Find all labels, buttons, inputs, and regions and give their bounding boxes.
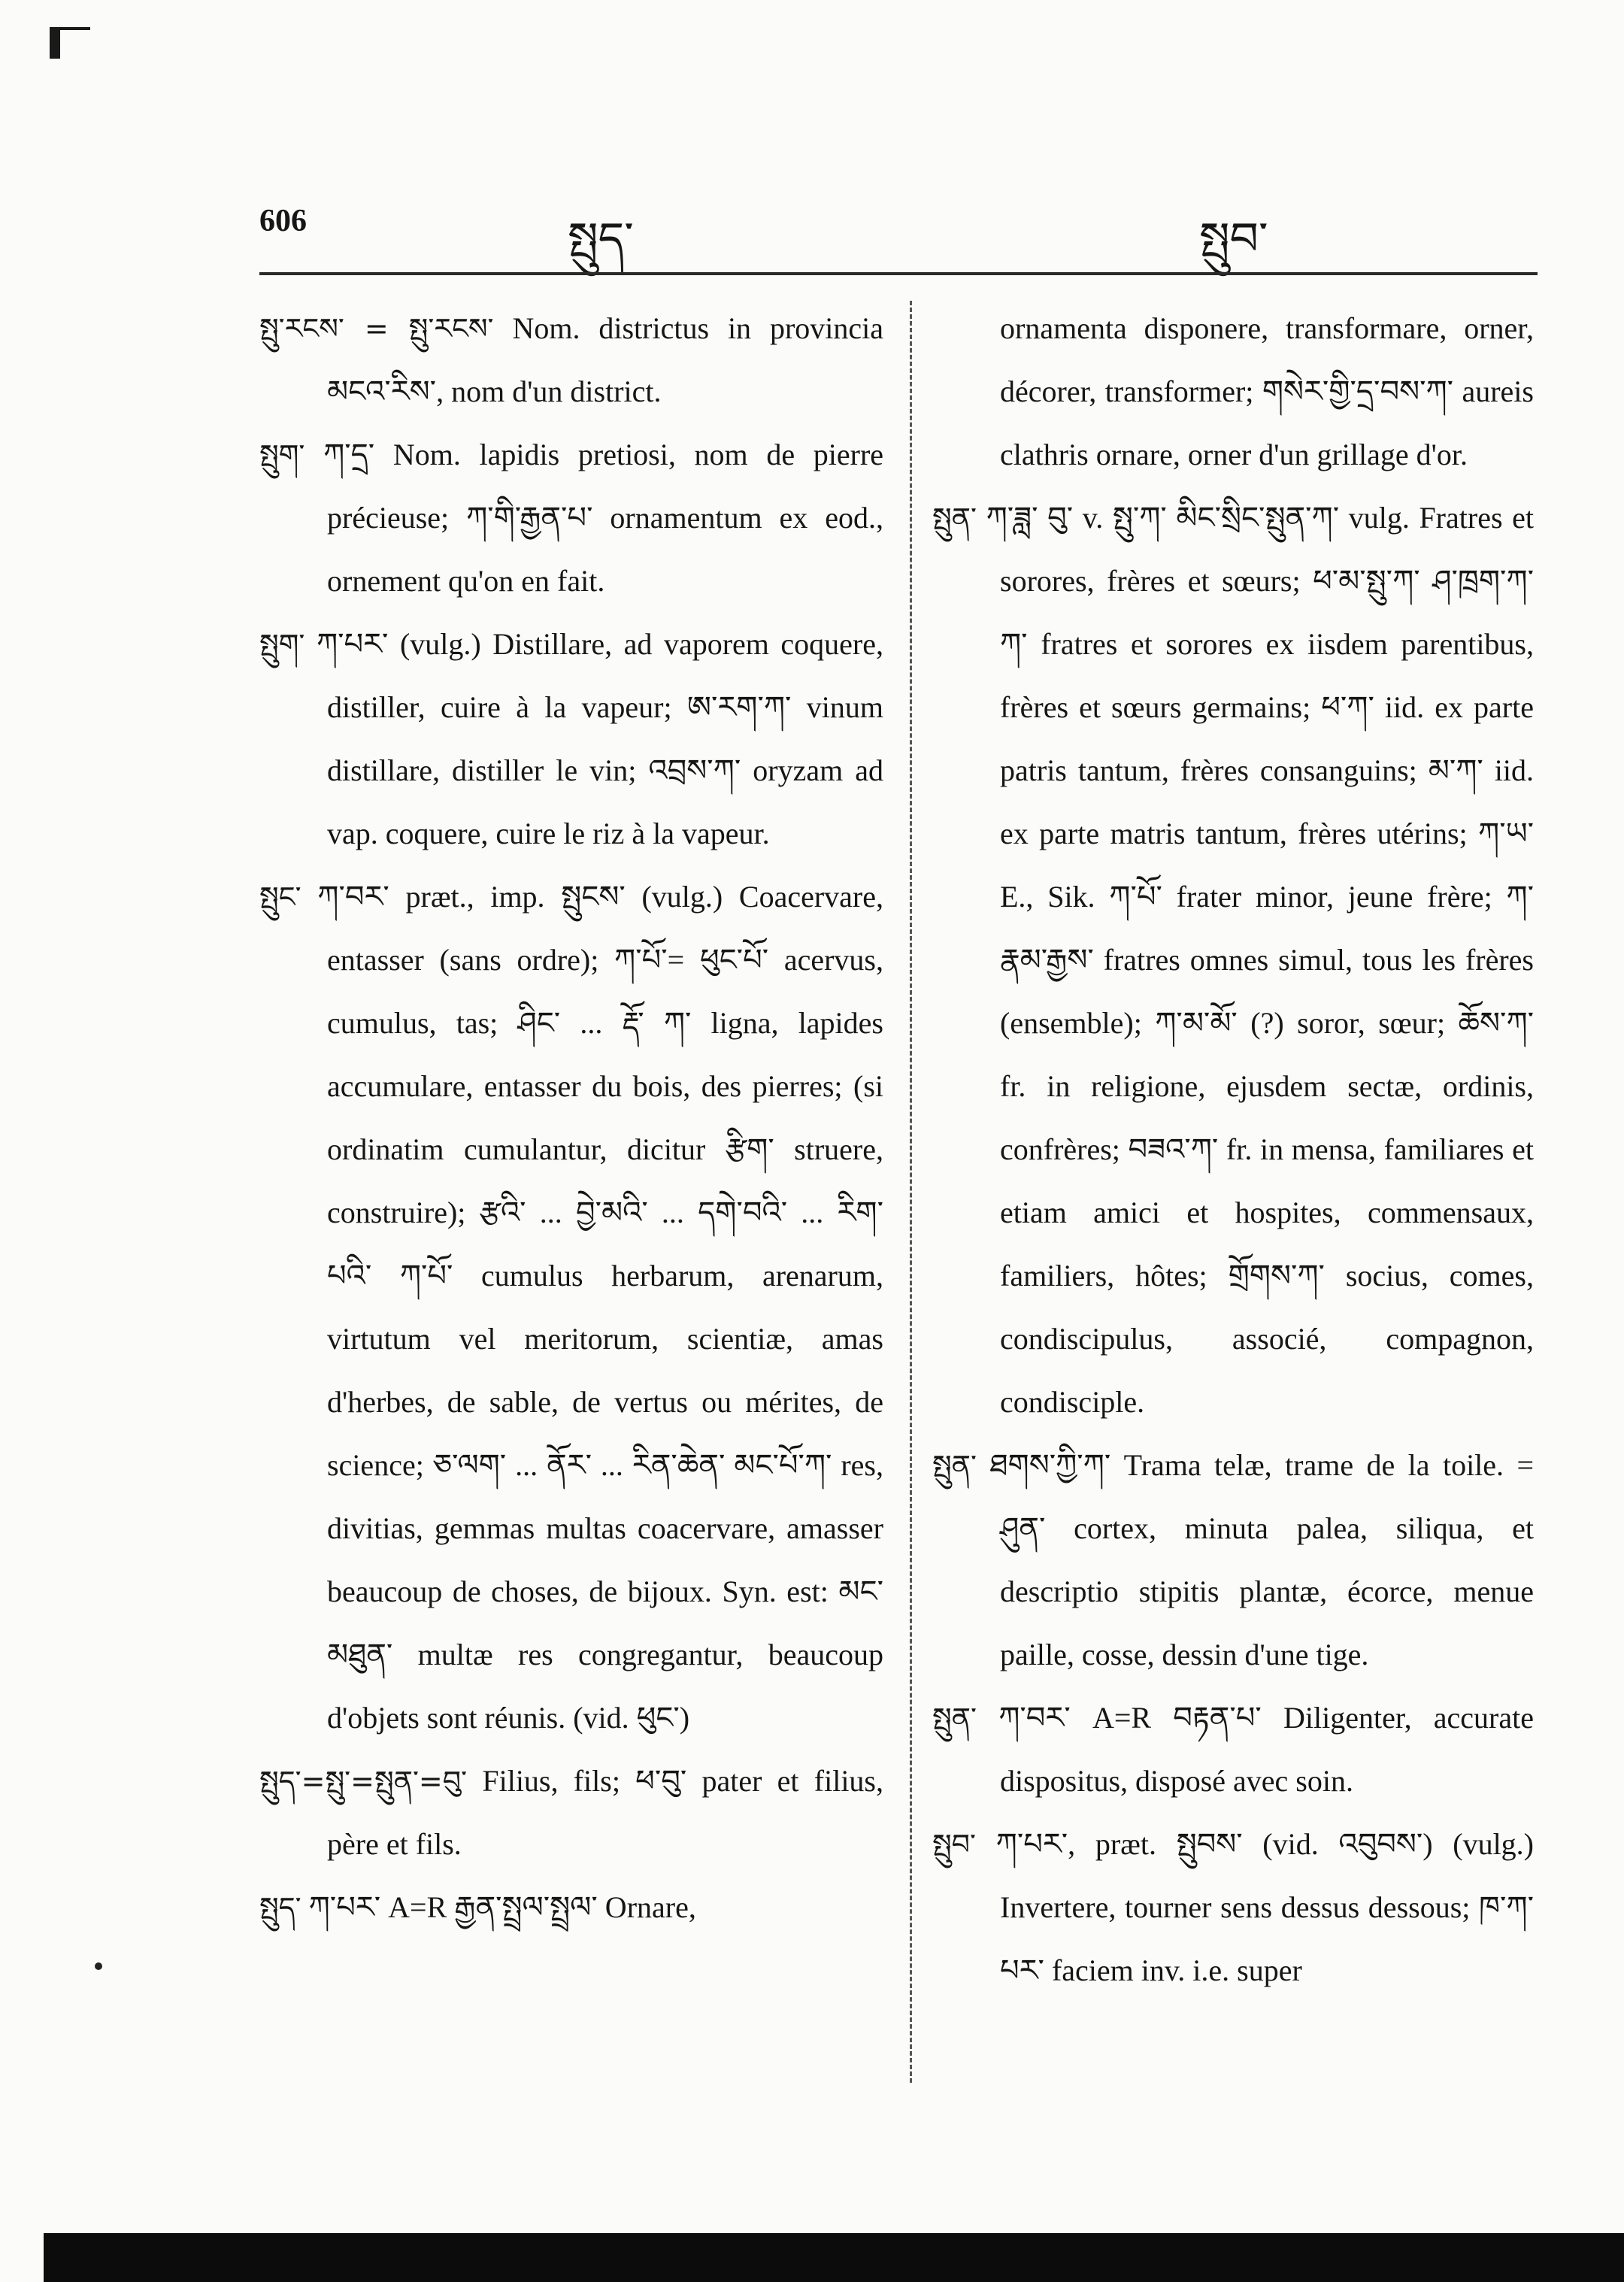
dictionary-entry [932,486,1534,1434]
dictionary-entry [932,1686,1534,1813]
entry-text: ཀ་དྲ་ Nom. lapidis pretiosi, nom de pierre précieuse; ཀ་གི་རྒྱན་པ་ ornamentum ex eod., ornement qu'on en fait. [323,438,884,598]
entry-headword: སྤུ་རངས་ = སྤུ་རངས་ [259,312,494,345]
entry-text: ornamenta disponere, transformare, orner, décorer, transformer; གསེར་གྱི་དྲ་བས་ཀ་ aureis clathris ornare, orner d'un grillage d'or. [1000,311,1534,471]
dictionary-entry [932,1813,1534,2002]
entry-headword: སྤུན་ [932,502,977,535]
entry-text: Filius, fils; ཕ་བུ་ pater et filius, père et fils. [327,1764,883,1861]
entry-text: ཐགས་ཀྱི་ཀ་ Trama telæ, trame de la toile. = ཤུན་ cortex, minuta palea, siliqua, et descriptio stipitis plantæ, écorce, menue paille, cosse, dessin d'une tige. [989,1448,1535,1671]
left-column [259,297,883,1939]
right-column [932,297,1534,2002]
entry-text: ཀ་པར་ A=R རྒྱན་སྤྲལ་སྤྲལ་ Ornare, [308,1890,696,1924]
running-headword-right: སྤུབ་ [1199,213,1268,265]
scan-edge-bar [44,2233,1624,2282]
entry-headword: སྤུབ་ [932,1828,976,1861]
dictionary-entry [932,1434,1534,1686]
entry-text: Nom. districtus in provincia མངའ་རིས་, nom d'un district. [327,311,884,408]
stray-dot [95,1962,102,1970]
corner-mark [50,27,60,59]
dictionary-entry [259,297,883,423]
dictionary-entry [259,423,883,613]
dictionary-entry [259,1876,883,1939]
entry-headword: སྤུན་ [932,1702,977,1735]
entry-text: ཀ་བར་ A=R བརྟན་པ་ Diligenter, accurate dispositus, disposé avec soin. [998,1701,1535,1798]
dictionary-entry [259,865,883,1750]
column-divider [910,301,912,2083]
entry-text: ཀ་བར་ præt., imp. སྤུངས་ (vulg.) Coacervare, entasser (sans ordre); ཀ་པོ་= ཕུང་པོ་ acervus, cumulus, tas; ཤིང་ ... རྡོ་ ཀ་ ligna, lapides accumulare, entasser du bois, des pierres; (si ordinatim cumulantur, dicitur རྩིག་ struere, construire); རྩའི་ ... བྱེ་མའི་ ... དགེ་བའི་ ... རིག་པའི་ ཀ་པོ་ cumulus herbarum, arenarum, virtutum vel meritorum, scientiæ, amas d'herbes, de sable, de vertus ou mérites, de science; ཅ་ལག་ ... ནོར་ ... རིན་ཆེན་ མང་པོ་ཀ་ res, divitias, gemmas multas coacervare, amasser beaucoup de choses, de bijoux. Syn. est: མང་མཐུན་ multæ res congregantur, beaucoup d'objets sont réunis. (vid. ཕུང་) [317,880,884,1735]
entry-headword: སྤུག་ [259,438,305,471]
running-headword-left: སྤུད་ [568,213,634,265]
entry-headword: སྤུད་=སྤུ་=སྤུན་=བུ་ [259,1765,468,1798]
entry-headword: སྤུག་ [259,628,305,661]
entry-text: ཀ་ཟླ་ བུ་ v. སྤུ་ཀ་ མིང་སྲིང་སྤུན་ཀ་ vulg. Fratres et sorores, frères et sœurs; ཕ་མ་སྤུ་ཀ་ ཤ་ཁྲག་ཀ་ཀ་ fratres et sorores ex iisdem parentibus, frères et sœurs germains; ཕ་ཀ་ iid. ex parte patris tantum, frères consanguins; མ་ཀ་ iid. ex parte matris tantum, frères utérins; ཀ་ཡ་ E., Sik. ཀ་པོ་ frater minor, jeune frère; ཀ་ རྣམ་རྒྱས་ fratres omnes simul, tous les frères (ensemble); ཀ་མ་མོ་ (?) soror, sœur; ཆོས་ཀ་ fr. in religione, ejusdem sectæ, ordinis, confrères; བཟའ་ཀ་ fr. in mensa, familiares et etiam amici et hospites, commensaux, familiers, hôtes; གྲོགས་ཀ་ socius, comes, condiscipulus, associé, compagnon, condisciple. [986,501,1534,1419]
entry-text: ཀ་པར་ (vulg.) Distillare, ad vaporem coquere, distiller, cuire à la vapeur; ཨ་རག་ཀ་ vinum distillare, distiller le vin; འབྲས་ཀ་ oryzam ad vap. coquere, cuire le riz à la vapeur. [316,627,884,850]
dictionary-entry [259,1750,883,1876]
entry-headword: སྤུན་ [932,1449,977,1482]
entry-text: ཀ་པར་, præt. སྤུབས་ (vid. འབུབས་) (vulg.) Invertere, tourner sens dessus dessous; ཁ་ཀ་པར་ faciem inv. i.e. super [995,1827,1534,1987]
dictionary-entry-continuation [932,297,1534,486]
page-number: 606 [259,204,307,238]
dictionary-entry [259,613,883,865]
entry-headword: སྤུད་ [259,1891,301,1924]
page-header [259,188,1538,271]
header-rule [259,272,1538,275]
entry-headword: སྤུང་ [259,880,301,914]
